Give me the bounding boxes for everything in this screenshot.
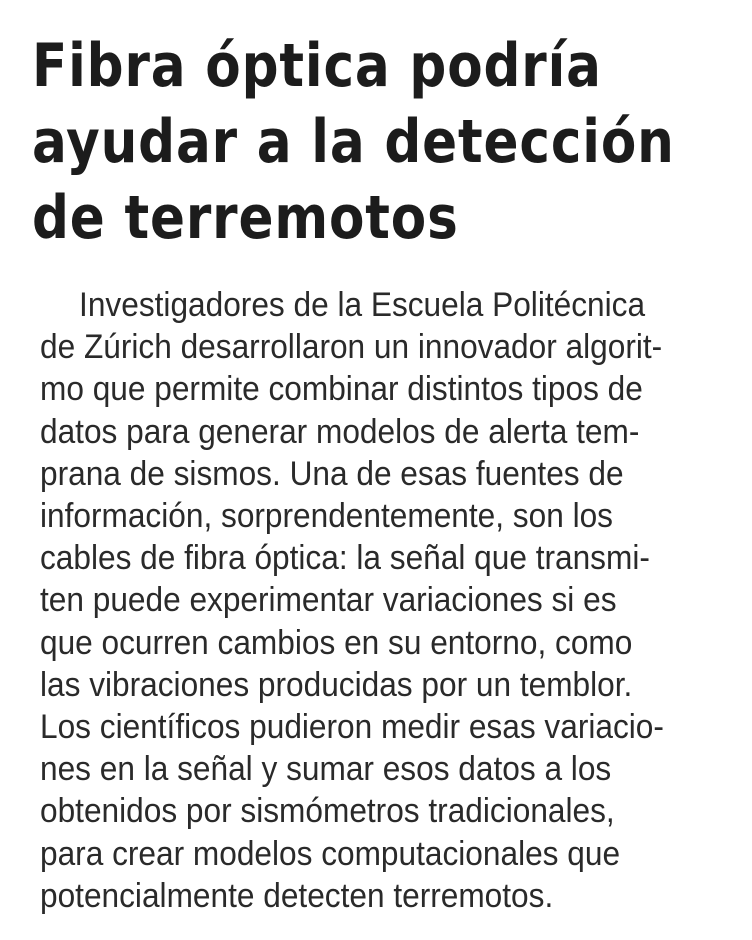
body-line: cables de fibra óptica: la señal que transmi- <box>40 539 650 578</box>
article-headline <box>32 28 675 256</box>
headline-line: ayudar a la detección <box>32 107 675 177</box>
body-line: información, sorprendentemente, son los <box>40 497 613 536</box>
body-line: ten puede experimentar variaciones si es <box>40 581 617 620</box>
headline-line: Fibra óptica podría <box>32 31 602 101</box>
body-line: potencialmente detecten terremotos. <box>40 876 554 915</box>
body-line: Los científicos pudieron medir esas variacio- <box>40 708 664 747</box>
article-body <box>40 284 740 917</box>
body-line: mo que permite combinar distintos tipos de <box>40 370 643 409</box>
body-line: Investigadores de la Escuela Politécnica <box>79 286 646 324</box>
body-line: que ocurren cambios en su entorno, como <box>40 623 633 662</box>
body-line: obtenidos por sismómetros tradicionales, <box>40 792 615 831</box>
body-line: prana de sismos. Una de esas fuentes de <box>40 454 624 493</box>
body-line: nes en la señal y sumar esos datos a los <box>40 750 612 789</box>
headline-line: de terremotos <box>32 183 459 253</box>
body-line: datos para generar modelos de alerta tem- <box>40 412 640 451</box>
body-line: las vibraciones producidas por un temblor. <box>40 665 633 704</box>
body-line: para crear modelos computacionales que <box>40 834 621 873</box>
body-line: de Zúrich desarrollaron un innovador algorit- <box>40 328 663 367</box>
